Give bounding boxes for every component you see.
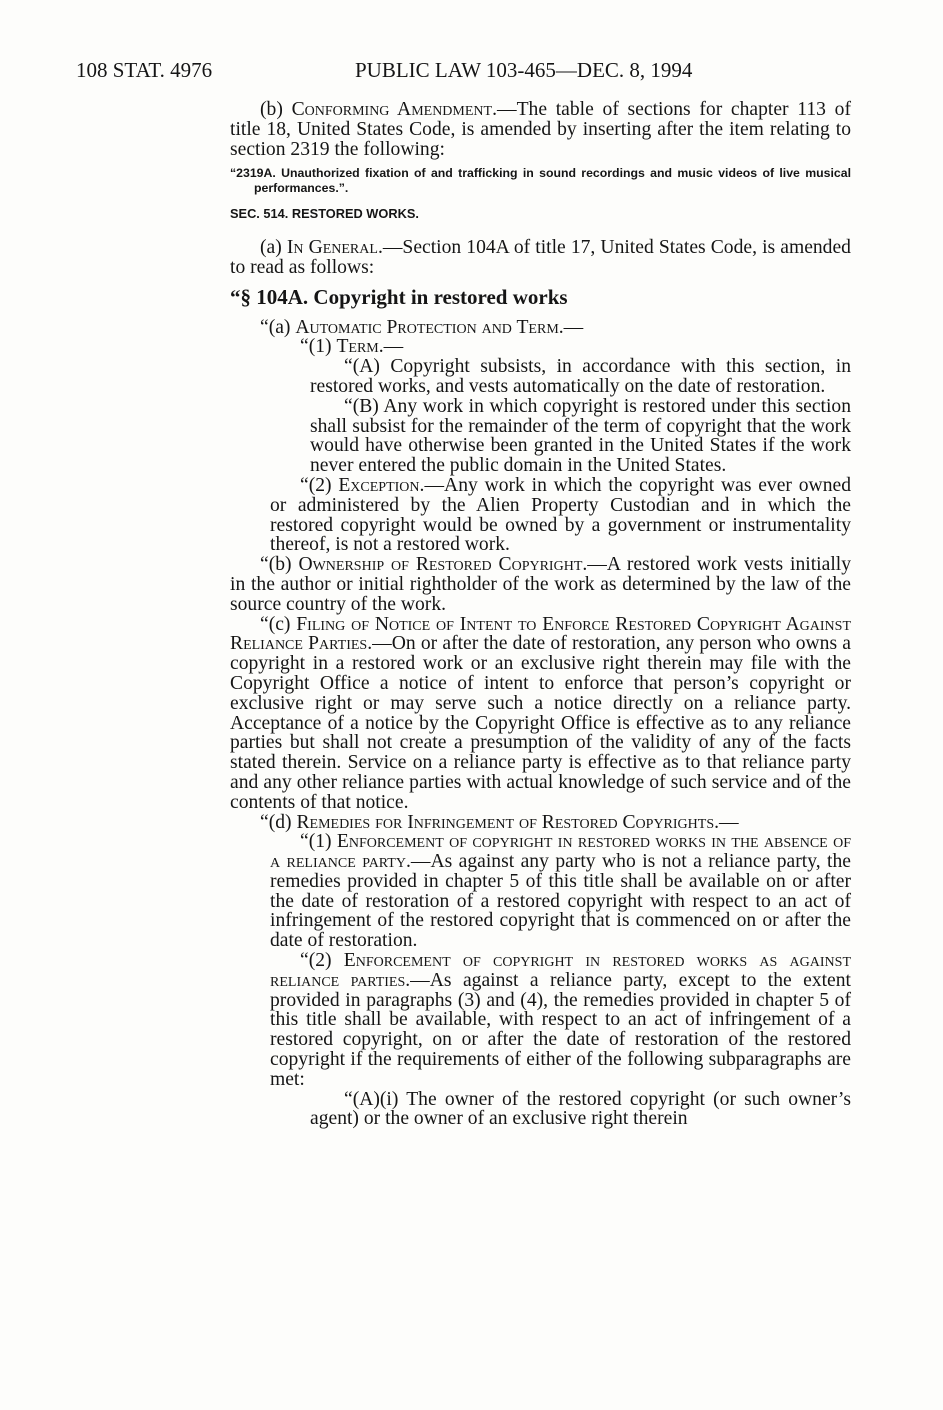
table-of-sections-entry: “2319A. Unauthorized fixation of and trafficking in sound recordings and music videos of live musical performances.”. (230, 166, 851, 196)
subsection-b-ownership: “(b) Ownership of Restored Copyright.—A restored work vests initially in the author or initial rightholder of the work as determined by the law of the source country of the work. (230, 554, 851, 615)
paragraph-d1: “(1) Enforcement of copyright in restored works in the absence of a reliance party.—As against any party who is not a reliance party, the remedies provided in chapter 5 of this title shall be available on or after the date of restoration of a restored copyright with respect to an act of infringement of the restored copyright that is commenced on or after the date of restoration. (270, 831, 851, 952)
section-heading: SEC. 514. RESTORED WORKS. (230, 206, 419, 222)
subparagraph-a1A: “(A) Copyright subsists, in accordance with this section, in restored works, and vests automatically on the date of restoration. (310, 356, 851, 397)
in-general-paragraph: (a) In General.—Section 104A of title 17, United States Code, is amended to read as follows: (230, 237, 851, 278)
paragraph-a2-exception: “(2) Exception.—Any work in which the copyright was ever owned or administered by the Alien Property Custodian and in which the restored copyright would be owned by a government or instrumentality thereof, is not a restored work. (270, 474, 851, 556)
subsection-d-heading: “(d) Remedies for Infringement of Restored Copyrights.— (260, 811, 739, 833)
document-body (230, 100, 851, 1129)
subsection-c-notice: “(c) Filing of Notice of Intent to Enforce Restored Copyright Against Reliance Parties.—On or after the date of restoration, any person who owns a copyright in a restored work or an exclusive right therein may file with the Copyright Office a notice of intent to enforce that person’s copyright or exclusive right or may serve such a notice directly on a reliance party. Acceptance of a notice by the Copyright Office is effective as to any reliance parties but shall not create a presumption of the validity of any of the facts stated therein. Service on a reliance party is effective as to that reliance party and any other reliance parties with actual knowledge of such service and of the contents of that notice. (230, 613, 851, 813)
section-title: “§ 104A. Copyright in restored works (230, 284, 568, 309)
paragraph-d2: “(2) Enforcement of copyright in restored works as against reliance parties.—As against a reliance party, except to the extent provided in paragraphs (3) and (4), the remedies provided in chapter 5 of this title shall be available, with respect to an act of infringement of a restored copyright, on or after the date of restoration of the restored copyright if the requirements of either of the following subparagraphs are met: (270, 950, 851, 1090)
subsection-a-heading: “(a) Automatic Protection and Term.— (260, 316, 584, 338)
public-law-header: PUBLIC LAW 103-465—DEC. 8, 1994 (355, 58, 693, 82)
subparagraph-a1B: “(B) Any work in which copyright is restored under this section shall subsist for the remainder of the term of copyright that the work would have otherwise been granted in the United States if the work never entered the public domain in the United States. (310, 395, 851, 477)
subparagraph-d2Ai: “(A)(i) The owner of the restored copyright (or such owner’s agent) or the owner of an exclusive right therein (310, 1088, 851, 1130)
conforming-amendment-paragraph: (b) Conforming Amendment.—The table of sections for chapter 113 of title 18, United States Code, is amended by inserting after the item relating to section 2319 the following: (230, 99, 851, 160)
paragraph-a1-heading: “(1) Term.— (300, 336, 404, 358)
statute-reference: 108 STAT. 4976 (76, 58, 213, 82)
